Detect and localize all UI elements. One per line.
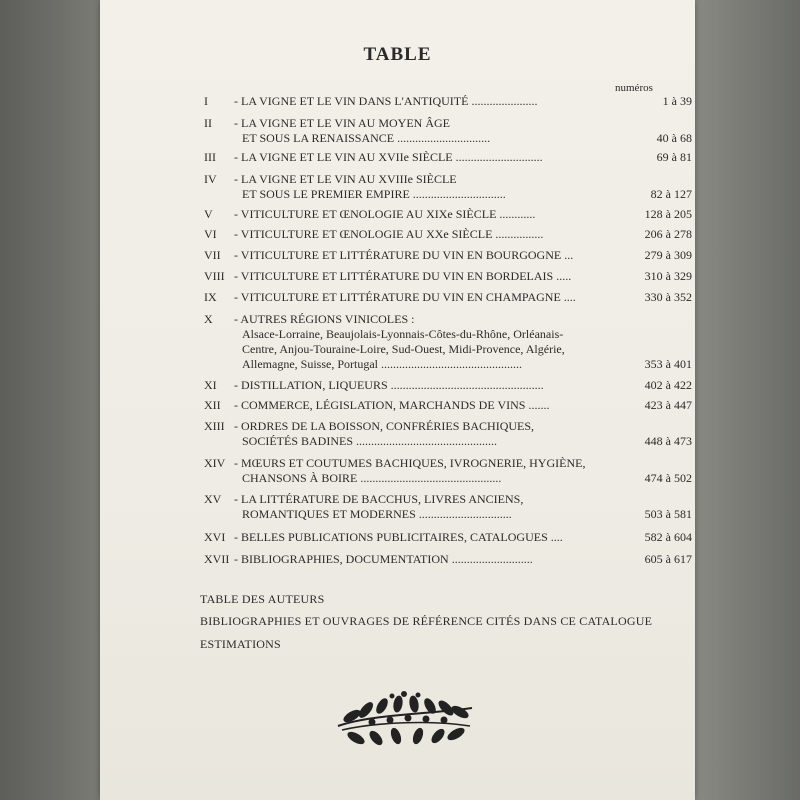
toc-entry xyxy=(204,530,692,545)
toc-entry xyxy=(204,290,692,305)
toc-entry-line: - COMMERCE, LÉGISLATION, MARCHANDS DE VINS ....... xyxy=(234,398,550,412)
toc-entry-line: - BIBLIOGRAPHIES, DOCUMENTATION ........................... xyxy=(234,552,533,566)
toc-entry-number: VIII xyxy=(204,269,225,283)
toc-entry-line: - LA VIGNE ET LE VIN DANS L'ANTIQUITÉ ...................... xyxy=(234,94,538,108)
toc-entry-title xyxy=(234,172,604,202)
toc-entry xyxy=(204,312,692,372)
toc-entry-title xyxy=(234,150,604,165)
toc-entry-title xyxy=(234,419,604,449)
toc-entry-title xyxy=(234,94,604,109)
toc-entry xyxy=(204,492,692,522)
tail-item-authors: TABLE DES AUTEURS xyxy=(200,592,325,606)
toc-entry-range: 330 à 352 xyxy=(644,290,692,304)
toc-entry-number: XV xyxy=(204,492,222,506)
toc-entry-line: SOCIÉTÉS BADINES ............................................... xyxy=(242,434,498,448)
toc-entry-line: - DISTILLATION, LIQUEURS ................................................... xyxy=(234,378,544,392)
toc-entry-number: I xyxy=(204,94,208,108)
toc-entry-number: VII xyxy=(204,248,221,262)
toc-entry-range: 82 à 127 xyxy=(650,187,692,201)
toc-entry-range: 402 à 422 xyxy=(644,378,692,392)
toc-entry-title xyxy=(234,378,604,393)
toc-entry-line: - BELLES PUBLICATIONS PUBLICITAIRES, CATALOGUES .... xyxy=(234,530,563,544)
toc-entry-number: XVI xyxy=(204,530,226,544)
toc-entry xyxy=(204,207,692,222)
toc-entry-line: - VITICULTURE ET LITTÉRATURE DU VIN EN BORDELAIS ..... xyxy=(234,269,572,283)
toc-entry-line: ET SOUS LA RENAISSANCE ............................... xyxy=(242,131,491,145)
toc-entry-line: - VITICULTURE ET ŒNOLOGIE AU XIXe SIÈCLE ............ xyxy=(234,207,536,221)
toc-entry-range: 1 à 39 xyxy=(662,94,692,108)
toc-entry-line: ET SOUS LE PREMIER EMPIRE ............................... xyxy=(242,187,506,201)
page-title: TABLE xyxy=(363,44,432,65)
toc-entry-range: 605 à 617 xyxy=(644,552,692,566)
background-right xyxy=(690,0,800,800)
toc-entry-line: - MŒURS ET COUTUMES BACHIQUES, IVROGNERIE, HYGIÈNE, xyxy=(234,456,586,470)
toc-entry-range: 40 à 68 xyxy=(656,131,692,145)
toc-entry-range: 353 à 401 xyxy=(644,357,692,371)
tail-item-bibliographies: BIBLIOGRAPHIES ET OUVRAGES DE RÉFÉRENCE CITÉS DANS CE CATALOGUE xyxy=(200,614,653,628)
toc-entry-line: - VITICULTURE ET ŒNOLOGIE AU XXe SIÈCLE ................ xyxy=(234,227,544,241)
toc-entry-range: 310 à 329 xyxy=(644,269,692,283)
toc-entry-title xyxy=(234,312,604,372)
toc-entry-title xyxy=(234,227,604,242)
toc-entry-range: 423 à 447 xyxy=(644,398,692,412)
toc-entry-line: ROMANTIQUES ET MODERNES ............................... xyxy=(242,507,512,521)
toc-entry-number: II xyxy=(204,116,212,130)
toc-entry-line: - AUTRES RÉGIONS VINICOLES : xyxy=(234,312,415,326)
background-left xyxy=(0,0,100,800)
toc-entry-range: 206 à 278 xyxy=(644,227,692,241)
toc-entry xyxy=(204,94,692,109)
toc-entry-line: - VITICULTURE ET LITTÉRATURE DU VIN EN CHAMPAGNE .... xyxy=(234,290,576,304)
toc-entry xyxy=(204,378,692,393)
toc-entry-line: - LA VIGNE ET LE VIN AU XVIIe SIÈCLE ............................. xyxy=(234,150,543,164)
toc-entry-range: 448 à 473 xyxy=(644,434,692,448)
toc-entry xyxy=(204,116,692,146)
toc-entry-number: XI xyxy=(204,378,217,392)
toc-entry-range: 279 à 309 xyxy=(644,248,692,262)
toc-entry-line: - LA LITTÉRATURE DE BACCHUS, LIVRES ANCIENS, xyxy=(234,492,524,506)
toc-entry xyxy=(204,398,692,413)
toc-entry-title xyxy=(234,552,604,567)
toc-entry-number: V xyxy=(204,207,213,221)
toc-entry-line: - LA VIGNE ET LE VIN AU MOYEN ÂGE xyxy=(234,116,450,130)
toc-entry xyxy=(204,419,692,449)
toc-entry-line: - VITICULTURE ET LITTÉRATURE DU VIN EN BOURGOGNE ... xyxy=(234,248,574,262)
toc-entry-title xyxy=(234,116,604,146)
toc-entry-number: XII xyxy=(204,398,221,412)
toc-entry-range: 128 à 205 xyxy=(644,207,692,221)
toc-entry xyxy=(204,552,692,567)
toc-entry-number: III xyxy=(204,150,216,164)
toc-entry xyxy=(204,150,692,165)
toc-entry-number: XIV xyxy=(204,456,226,470)
toc-entry-title xyxy=(234,398,604,413)
toc-entry-title xyxy=(234,207,604,222)
toc-entry-range: 474 à 502 xyxy=(644,471,692,485)
tail-item-estimations: ESTIMATIONS xyxy=(200,637,281,651)
toc-entry-range: 69 à 81 xyxy=(656,150,692,164)
toc-entry-range: 503 à 581 xyxy=(644,507,692,521)
toc-entry-title xyxy=(234,456,604,486)
toc-entry-line: CHANSONS À BOIRE ............................................... xyxy=(242,471,502,485)
toc-entry-title xyxy=(234,492,604,522)
numeros-header: numéros xyxy=(615,82,653,94)
toc-entry xyxy=(204,227,692,242)
toc-entry-line: - LA VIGNE ET LE VIN AU XVIIIe SIÈCLE xyxy=(234,172,457,186)
toc-entry xyxy=(204,456,692,486)
toc-entry-number: IX xyxy=(204,290,217,304)
toc-entry-number: XVII xyxy=(204,552,230,566)
toc-entry-title xyxy=(234,530,604,545)
toc-entry-number: VI xyxy=(204,227,217,241)
toc-entry-line: - ORDRES DE LA BOISSON, CONFRÉRIES BACHIQUES, xyxy=(234,419,535,433)
toc-entry-title xyxy=(234,248,604,263)
toc-entry-number: XIII xyxy=(204,419,225,433)
toc-entry xyxy=(204,269,692,284)
floral-ornament-icon xyxy=(332,686,477,748)
toc-entry xyxy=(204,172,692,202)
toc-entry-number: X xyxy=(204,312,213,326)
toc-entry-line: Alsace-Lorraine, Beaujolais-Lyonnais-Côtes-du-Rhône, Orléanais- xyxy=(242,327,564,341)
toc-entry-line: Allemagne, Suisse, Portugal ............................................... xyxy=(242,357,522,371)
toc-entry-title xyxy=(234,290,604,305)
book-page xyxy=(100,0,695,800)
toc-entry-number: IV xyxy=(204,172,217,186)
toc-entry-range: 582 à 604 xyxy=(644,530,692,544)
toc-entry xyxy=(204,248,692,263)
toc-entry-line: Centre, Anjou-Touraine-Loire, Sud-Ouest, Midi-Provence, Algérie, xyxy=(242,342,565,356)
toc-entry-title xyxy=(234,269,604,284)
